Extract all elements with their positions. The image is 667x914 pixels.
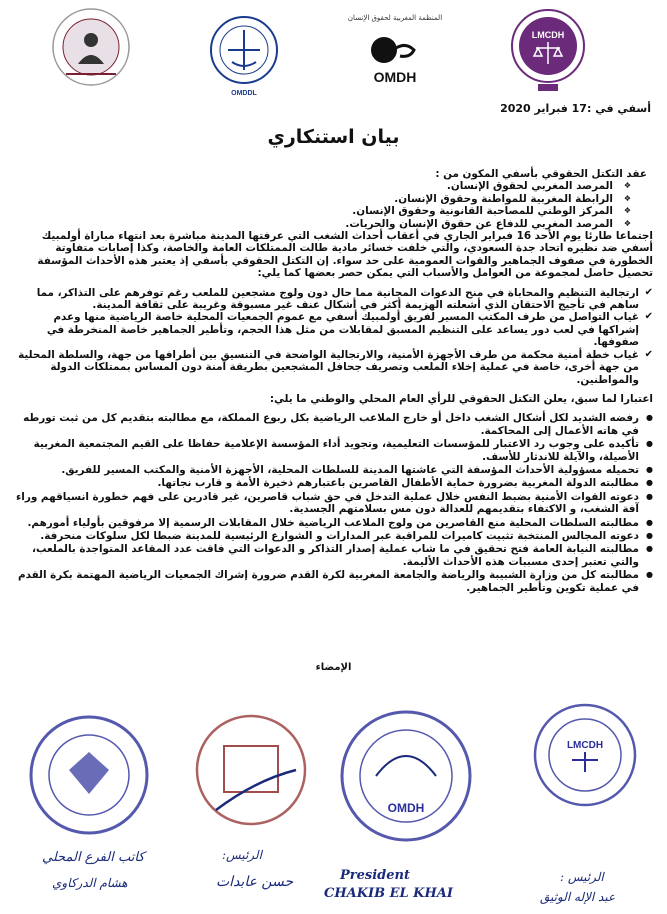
signature-label-observatory: كاتب الفرع المحلي <box>42 850 145 865</box>
svg-text:المنظمة المغربية لحقوق الإنسان: المنظمة المغربية لحقوق الإنسان <box>347 14 443 22</box>
list-item: ✔ ارتجالية التنظيم والمحاباة في منح الدعوات المجانية مما حال دون ولوج مشجعين للملعب رغم توفرهم على التذاكر، مما ساهم في تأجيج الاحتقان الذي أشعلته الهزيمة أكثر في أشكال عنف غير مسبوقة وغريبة على ثقافة المدينة. <box>12 287 653 312</box>
list-item: ● دعوته القوات الأمنية بضبط النفس خلال عملية التدخل في حق شباب قاصرين، غير قادرين على فهم خطورة انسياقهم وراء آفة الشغب، و الاكتفاء بتقديمهم للعدالة دون مس بسلامتهم الجسدية. <box>12 491 653 516</box>
signature-name-observatory: هشام الدركاوي <box>52 876 128 890</box>
signature-label: الإمضاء <box>315 662 352 673</box>
omdh-logo-text: OMDH <box>373 69 417 85</box>
list-item: ❖ المرصد المغربي لحقوق الإنسان. <box>12 180 653 192</box>
list-item: ● رفضه الشديد لكل أشكال الشغب داخل أو خارج الملاعب الرياضية بكل ربوع المملكة، مع مطالبته بتقديم كل من ثبت تورطه في هاته الأعمال إلى المحاكمة. <box>12 412 653 437</box>
demands-list <box>12 412 653 594</box>
list-item: ● مطالبته الدولة المغربية بضرورة حماية الأطفال القاصرين باعتبارهم ذخيرة الأمة و قارب نجاتها. <box>12 477 653 489</box>
header-logos <box>0 0 667 105</box>
list-item: ❖ المركز الوطني للمصاحبة القانونية وحقوق الإنسان. <box>12 205 653 217</box>
list-item: ❖ الرابطة المغربية للمواطنة وحقوق الإنسان. <box>12 193 653 205</box>
paragraph-declaration: اعتبارا لما سبق، يعلن التكتل الحقوقي للرأي العام المحلي والوطني ما يلي: <box>269 392 653 405</box>
svg-text:LMCDH: LMCDH <box>566 740 604 751</box>
observatory-stamp-icon <box>24 710 154 840</box>
list-item: ● تأكيده على وجوب رد الاعتبار للمؤسسات التعليمية، وتجويد أداء المؤسسة الإعلامية حفاظا على القيم المجتمعية المغربية الأصيلة، والآيلة للاندثار للأسف. <box>12 438 653 463</box>
list-item: ✔ غياب خطة أمنية محكمة من طرف الأجهزة الأمنية، والارتجالية الواضحة في التنسيق بين أطرافها من جهة، والسلطة المحلية من جهة أخرى، خاصة في عملية إخلاء الملعب وتصريف جحافل المشجعين بطريقة آمنة دون المساس بممتلكات الدولة والمواطنين. <box>12 349 653 386</box>
page-title: بيان استنكاري <box>267 126 400 148</box>
signature-name-lmcdh: عبد الإله الوثيق <box>540 890 616 904</box>
document-body <box>12 168 653 595</box>
signature-name-omdh: CHAKIB EL KHAI <box>324 886 453 901</box>
members-list <box>12 180 653 230</box>
omdh-logo-icon <box>347 8 443 90</box>
list-item: ❖ المرصد المغربي للدفاع عن حقوق الإنسان والحريات. <box>12 218 653 230</box>
omddl-logo-text: OMDDL <box>231 90 257 97</box>
list-item: ● تحميله مسؤولية الأحداث المؤسفة التي عاشتها المدينة للسلطات المحلية، الأجهزة الأمنية والمكتب المسير للفريق. <box>12 464 653 476</box>
signature-label-center: الرئيس: <box>222 848 262 862</box>
omdh-stamp-icon <box>336 706 476 846</box>
omddl-logo-icon <box>204 10 284 100</box>
findings-list <box>12 287 653 386</box>
intro-text: عقد التكتل الحقوقي بأسفي المكون من : <box>435 168 647 180</box>
lmcdh-stamp-icon <box>530 700 640 810</box>
list-item: ● مطالبته كل من وزارة الشبيبة والرياضة والجامعة المغربية لكرة القدم ضرورة إشراك الجمعيات الرياضية المهتمة بكرة القدم في عملية تكوين وتأطير الجماهير. <box>12 569 653 594</box>
national-center-stamp-icon <box>186 710 316 830</box>
signatures-area <box>0 690 667 914</box>
lmcdh-logo-icon <box>508 4 588 96</box>
list-item: ✔ غياب التواصل من طرف المكتب المسير لفريق أولمبيك أسفي مع عموم الجمعيات المحلية خاصة الرياضية منها وعدم إشراكها في لعب دور يساعد على التنظيم المسبق لمقابلات من مثل هذا الحجم، وتأطير الجماهير خاصة المنخرطة في صفوفها. <box>12 311 653 348</box>
paragraph-context: اجتماعا طارئا يوم الأحد 16 فبراير الجاري في أعقاب أحداث الشغب التي عرفتها المدينة مباشرة بعد انتهاء مباراة أولمبيك أسفي ضد نظيره اتحاد جدة السعودي، والتي خلفت خسائر مادية طالت الممتلكات العامة والخاصة، وكذا إصابات متفاوتة الخطورة في صفوف الجماهير والقوات العمومية على حد سواء. إن التكتل الحقوقي بأسفي إذ يعتبر هذه الأحداث المؤسفة تحصيل حاصل لمجموعة من العوامل والأسباب التي يمكن حصر بعضها كما يلي: <box>37 230 653 280</box>
signature-label-lmcdh: الرئيس : <box>560 870 604 884</box>
observatory-logo-icon <box>48 4 134 90</box>
list-item: ● دعوته المجالس المنتخبة تثبيت كاميرات للمراقبة عبر المدارات و الشوارع الرئيسية للمدينة ضبطا لكل سلوكات منحرفة. <box>12 530 653 542</box>
list-item: ● مطالبته السلطات المحلية منع القاصرين من ولوج الملاعب الرياضية خلال المقابلات الرسمية إلا مرفوقين بأولياء أمورهم. <box>12 517 653 529</box>
lmcdh-logo-text: LMCDH <box>531 30 565 40</box>
svg-text:OMDH: OMDH <box>387 801 425 815</box>
list-item: ● مطالبته النيابة العامة فتح تحقيق في ما شاب عملية إصدار التذاكر و الدعوات التي فاقت عدد المقاعد المتواجدة بالملعب، والتي تعتبر إحدى مسببات هذه الأحداث الأليمة. <box>12 543 653 568</box>
document-date: أسفي في :17 فبراير 2020 <box>500 102 651 115</box>
signature-name-center: حسن عابدات <box>216 874 294 890</box>
signature-label-omdh: President <box>340 868 410 883</box>
